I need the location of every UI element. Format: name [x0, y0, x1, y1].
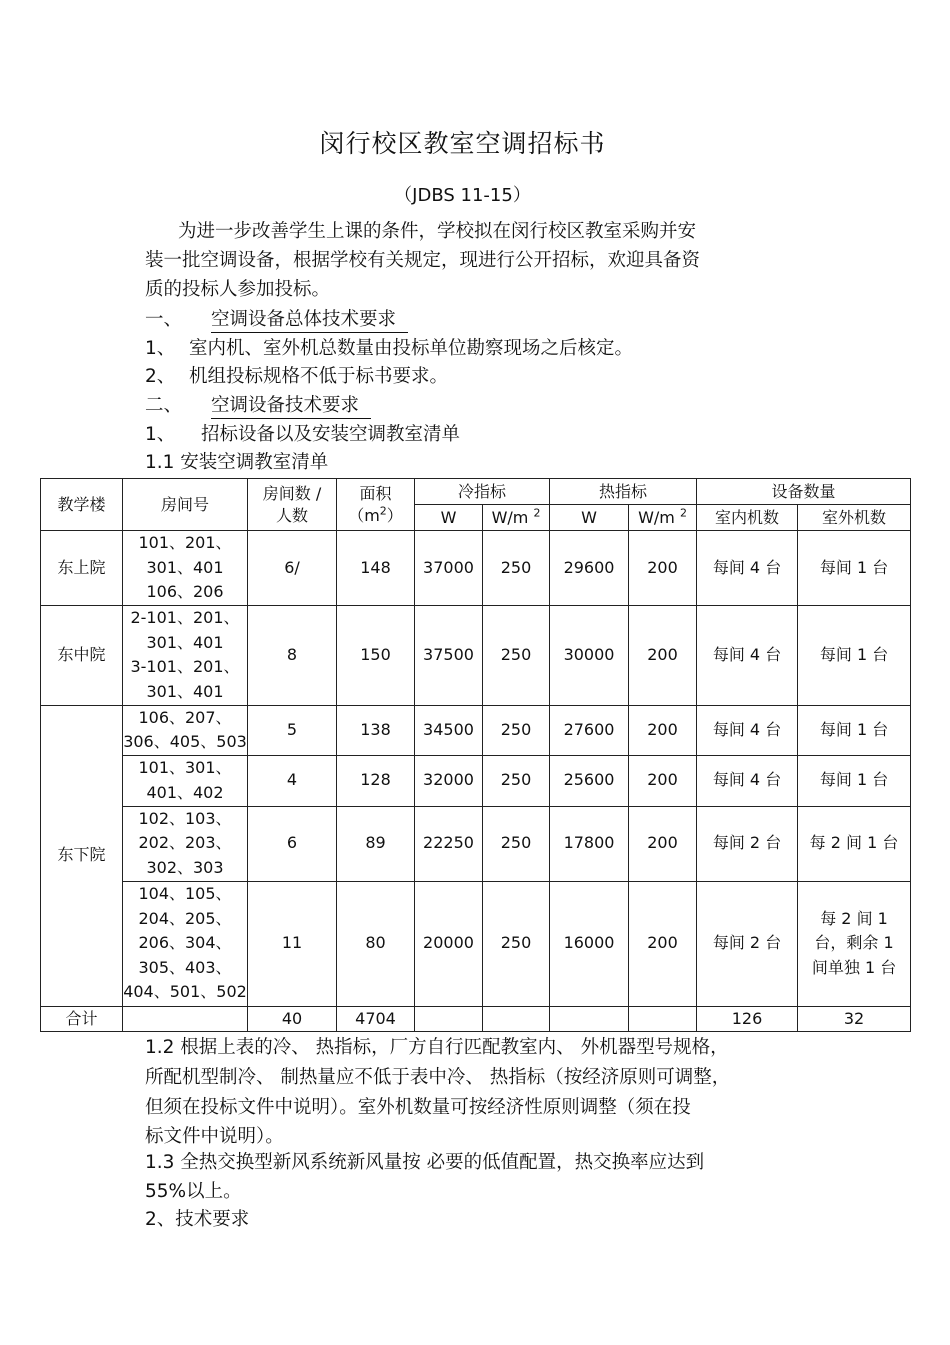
indoor-cell: 每间 2 台 [697, 806, 798, 881]
section-2-heading [145, 391, 371, 421]
heat-wm-cell: 200 [629, 881, 697, 1006]
heat-wm-cell: 200 [629, 755, 697, 806]
para-1-3-line-1: 1.3 全热交换型新风系统新风量按 必要的低值配置，热交换率应达到 [145, 1152, 705, 1173]
item-number: 1、 [145, 424, 176, 445]
section-2-item-1 [145, 420, 460, 450]
outdoor-cell: 每间 1 台 [798, 705, 911, 755]
para-1-2-line-1: 1.2 根据上表的冷、 热指标，厂方自行匹配教室内、 外机器型号规格， [145, 1037, 729, 1058]
header-cold: 冷指标 [415, 479, 550, 505]
para-1-2-line-3: 但须在投标文件中说明）。室外机数量可按经济性原则调整（须在投 [145, 1097, 691, 1118]
outdoor-cell: 每间 1 台 [798, 531, 911, 606]
section-1-item-2 [145, 362, 448, 392]
total-indoor: 126 [697, 1006, 798, 1032]
cold-wm-cell: 250 [483, 806, 550, 881]
total-label: 合计 [41, 1006, 123, 1032]
rooms-cell: 2-101、201、 301、401 3-101、201、 301、401 [123, 605, 248, 705]
outdoor-cell: 每间 1 台 [798, 755, 911, 806]
cold-wm-cell: 250 [483, 881, 550, 1006]
heat-w-cell: 27600 [550, 705, 629, 755]
table-row [41, 755, 911, 806]
header-building: 教学楼 [41, 479, 123, 531]
area-cell: 148 [337, 531, 415, 606]
heat-w-cell: 25600 [550, 755, 629, 806]
heat-w-cell: 16000 [550, 881, 629, 1006]
area-cell: 128 [337, 755, 415, 806]
header-heat: 热指标 [550, 479, 697, 505]
header-room: 房间号 [123, 479, 248, 531]
heat-w-cell: 29600 [550, 531, 629, 606]
empty-cell [483, 1006, 550, 1032]
heat-wm-cell: 200 [629, 531, 697, 606]
rooms-cell: 101、301、 401、402 [123, 755, 248, 806]
count-cell: 4 [248, 755, 337, 806]
cold-wm-cell: 250 [483, 705, 550, 755]
indoor-cell: 每间 4 台 [697, 705, 798, 755]
cold-w-cell: 37000 [415, 531, 483, 606]
section-2-item-2: 2、技术要求 [145, 1209, 250, 1230]
indoor-cell: 每间 4 台 [697, 755, 798, 806]
intro-line-2: 装一批空调设备，根据学校有关规定，现进行公开招标，欢迎具备资 [145, 250, 701, 271]
rooms-cell: 106、207、 306、405、503 [123, 705, 248, 755]
empty-cell [123, 1006, 248, 1032]
section-1-number: 一、 [145, 309, 183, 330]
header-row [41, 479, 911, 505]
building-cell: 东下院 [41, 705, 123, 1006]
heat-w-cell: 17800 [550, 806, 629, 881]
cold-wm-cell: 250 [483, 755, 550, 806]
intro-line-1: 为进一步改善学生上课的条件，学校拟在闵行校区教室采购并安 [178, 221, 697, 242]
intro-line-3: 质的投标人参加投标。 [145, 279, 331, 300]
area-cell: 138 [337, 705, 415, 755]
para-1-3-line-2: 55%以上。 [145, 1181, 242, 1202]
building-cell: 东中院 [41, 605, 123, 705]
header-count: 房间数 / 人数 [248, 479, 337, 531]
area-cell: 89 [337, 806, 415, 881]
header-heat-w: W [550, 505, 629, 531]
rooms-cell: 101、201、 301、401 106、206 [123, 531, 248, 606]
heat-wm-cell: 200 [629, 705, 697, 755]
heat-wm-cell: 200 [629, 806, 697, 881]
document-number: （JDBS 11-15） [394, 185, 531, 206]
outdoor-cell: 每 2 间 1 台，剩余 1 间单独 1 台 [798, 881, 911, 1006]
empty-cell [415, 1006, 483, 1032]
para-1-2-line-4: 标文件中说明）。 [145, 1126, 284, 1147]
cold-w-cell: 22250 [415, 806, 483, 881]
header-outdoor: 室外机数 [798, 505, 911, 531]
header-indoor: 室内机数 [697, 505, 798, 531]
section-1-title: 空调设备总体技术要求 [211, 308, 408, 333]
empty-cell [550, 1006, 629, 1032]
table-row [41, 531, 911, 606]
heat-wm-cell: 200 [629, 605, 697, 705]
count-cell: 6 [248, 806, 337, 881]
cold-wm-cell: 250 [483, 531, 550, 606]
count-cell: 5 [248, 705, 337, 755]
section-2-number: 二、 [145, 395, 183, 416]
section-1-heading [145, 305, 408, 335]
classroom-list-table [40, 478, 911, 1032]
outdoor-cell: 每 2 间 1 台 [798, 806, 911, 881]
header-heat-wm: W/m $^2$ [629, 505, 697, 531]
heat-w-cell: 30000 [550, 605, 629, 705]
section-1-item-1 [145, 334, 633, 364]
total-outdoor: 32 [798, 1006, 911, 1032]
indoor-cell: 每间 2 台 [697, 881, 798, 1006]
para-1-2-line-2: 所配机型制冷、 制热量应不低于表中冷、 热指标（按经济原则可调整， [145, 1067, 731, 1088]
cold-w-cell: 32000 [415, 755, 483, 806]
table-row [41, 605, 911, 705]
empty-cell [629, 1006, 697, 1032]
table-row [41, 806, 911, 881]
section-2-title: 空调设备技术要求 [211, 394, 371, 419]
cold-w-cell: 37500 [415, 605, 483, 705]
cold-wm-cell: 250 [483, 605, 550, 705]
outdoor-cell: 每间 1 台 [798, 605, 911, 705]
indoor-cell: 每间 4 台 [697, 531, 798, 606]
total-count: 40 [248, 1006, 337, 1032]
cold-w-cell: 20000 [415, 881, 483, 1006]
building-cell: 东上院 [41, 531, 123, 606]
table-row [41, 705, 911, 755]
count-cell: 11 [248, 881, 337, 1006]
item-number: 2、 [145, 366, 176, 387]
area-cell: 150 [337, 605, 415, 705]
table-caption: 1.1 安装空调教室清单 [145, 452, 329, 473]
header-cold-w: W [415, 505, 483, 531]
area-cell: 80 [337, 881, 415, 1006]
item-text: 室内机、室外机总数量由投标单位勘察现场之后核定。 [189, 338, 634, 359]
item-number: 1、 [145, 338, 176, 359]
count-cell: 8 [248, 605, 337, 705]
total-row [41, 1006, 911, 1032]
header-cold-wm: W/m $^2$ [483, 505, 550, 531]
header-area: 面积 $(m^2)$ [337, 479, 415, 531]
item-text: 招标设备以及安装空调教室清单 [201, 424, 461, 445]
cold-w-cell: 34500 [415, 705, 483, 755]
header-equipment: 设备数量 [697, 479, 911, 505]
page-title: 闵行校区教室空调招标书 [319, 129, 606, 158]
total-area: 4704 [337, 1006, 415, 1032]
count-cell: 6/ [248, 531, 337, 606]
item-text: 机组投标规格不低于标书要求。 [189, 366, 449, 387]
rooms-cell: 104、105、 204、205、 206、304、 305、403、 404、501、502 [123, 881, 248, 1006]
rooms-cell: 102、103、 202、203、 302、303 [123, 806, 248, 881]
indoor-cell: 每间 4 台 [697, 605, 798, 705]
table-row [41, 881, 911, 1006]
